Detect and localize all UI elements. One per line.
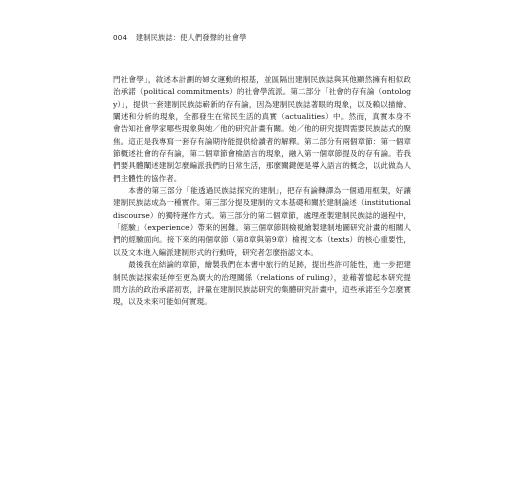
paragraph-part-three: 本書的第三部分「能透過民族誌探究的建制」，把存有論轉譯為一個通用框架，好讓建制民族誌成為一種實作。第三部分提及建制的文本基礎和關於建制論述（institutional discourse）的獨特運作方式。第三部分的第二個章節，處理產製建制民族誌的過程中，「經驗」（experience）帶來的困難。第三個章節則檢視繪製建制地圖研究計畫的相關人們的經驗面向。接下來的兩個章節（第8章與第9章）檢視文本（texts）的核心重要性，以及文本進入編派建制形式的行動時，研究者怎麼指認文本。 <box>113 186 411 257</box>
page-number: 004 <box>113 33 128 42</box>
body-text <box>113 74 411 309</box>
running-header <box>113 33 247 43</box>
paragraph-continued: 門社會學」，敘述本計劃的婦女運動的根基，並區隔出建制民族誌與其他顯然擁有相似政治承諾（political commitments）的社會學流派。第二部分「社會的存有論（ontology）」，提供一套建制民族誌嶄新的存有論，因為建制民族誌著眼的現象，以及賴以描繪、闡述和分析的現象，全都發生在常民生活的真實（actualities）中。然而，真實本身不會告知社會學家哪些現象與她／他的研究計畫有關。她／他的研究提問需要民族誌式的聚焦。這正是我專寫一套存有論期待能提供給讀者的解釋。第二部分有兩個章節：第一個章節概述社會的存有論，第二個章節會檢語言的現象，融入第一個章節提及的存有論。若我們要具體闡述建制怎麼編派我們的日常生活，那麼關鍵便是導入語言的概念，以此做為人們主體性的協作者。 <box>113 75 411 183</box>
running-title: 建制民族誌：使人們發聲的社會學 <box>135 33 247 42</box>
paragraph-conclusion: 最後我在結論的章節，繪製我們在本書中旅行的足跡，提出些許可能性，進一步把建制民族誌探索延伸至更為廣大的治理關係（relations of ruling），並藉著憶起本研究提問方法的政治承諾初衷，評量在建制民族誌研究的集體研究計畫中，這些承諾至今怎麼實現，以及未來可能如何實現。 <box>113 260 411 307</box>
